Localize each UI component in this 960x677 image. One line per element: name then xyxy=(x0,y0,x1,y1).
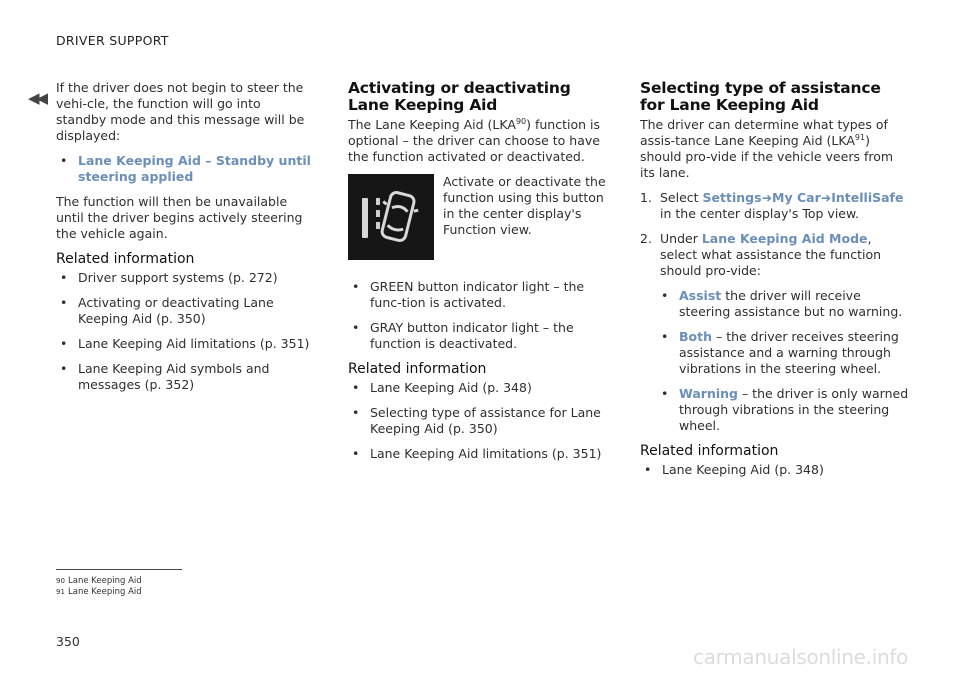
select-type-intro: The driver can determine what types of assis-tance Lane Keeping Aid (LKA$^{91}$) should pro-vide if the vehicle veers from its lane. xyxy=(640,117,894,180)
footnote-ref-90[interactable]: 90 xyxy=(515,116,527,126)
related-link[interactable]: • Lane Keeping Aid limitations (p. 351) xyxy=(56,336,312,352)
select-type-heading: Selecting type of assistance for Lane Keeping Aid xyxy=(640,79,881,114)
button-caption: Activate or deactivate the function using this button in the center display's Function view. xyxy=(443,174,606,237)
related-heading-2: Related information xyxy=(348,361,487,377)
option-both: • Both – the driver receives steering assistance and a warning through vibrations in the steering wheel. xyxy=(657,329,910,377)
arrow-right-icon: ➜ xyxy=(820,190,832,205)
column-3 xyxy=(640,80,910,487)
related-link[interactable]: • Activating or deactivating Lane Keeping Aid (p. 350) xyxy=(56,295,312,327)
footnote-90: 90 Lane Keeping Aid xyxy=(56,576,142,586)
related-link[interactable]: • Lane Keeping Aid limitations (p. 351) xyxy=(348,446,612,462)
indicator-green: • GREEN button indicator light – the func-tion is activated. xyxy=(348,279,612,311)
related-link[interactable]: • Lane Keeping Aid (p. 348) xyxy=(348,380,612,396)
standby-after: The function will then be unavailable until the driver begins actively steering the vehicle again. xyxy=(56,194,303,241)
footnote-91: 91 Lane Keeping Aid xyxy=(56,587,142,597)
arrow-right-icon: ➜ xyxy=(761,190,773,205)
related-link[interactable]: • Selecting type of assistance for Lane Keeping Aid (p. 350) xyxy=(348,405,612,437)
menu-intellisafe: IntelliSafe xyxy=(831,190,904,205)
menu-lane-keeping-aid-mode: Lane Keeping Aid Mode xyxy=(701,231,868,246)
related-link[interactable]: • Lane Keeping Aid (p. 348) xyxy=(640,462,910,478)
related-heading-1: Related information xyxy=(56,251,195,267)
activate-heading: Activating or deactivating Lane Keeping Aid xyxy=(348,79,571,114)
page-number: 350 xyxy=(56,634,80,649)
column-1 xyxy=(56,80,312,402)
related-link[interactable]: • Driver support systems (p. 272) xyxy=(56,270,312,286)
option-warning: • Warning – the driver is only warned through vibrations in the steering wheel. xyxy=(657,386,910,434)
step-1: 1. Select Settings➜My Car➜IntelliSafe in the center display's Top view. xyxy=(640,190,904,221)
activate-intro: The Lane Keeping Aid (LKA$^{90}$) function is optional – the driver can choose to have the function activated or deactivated. xyxy=(348,116,600,164)
footnote-ref-91[interactable]: 91 xyxy=(854,132,866,142)
watermark: carmanualsonline.info xyxy=(693,645,909,669)
related-link[interactable]: • Lane Keeping Aid symbols and messages (p. 352) xyxy=(56,361,312,393)
previous-page-icon[interactable]: ◀◀ xyxy=(28,89,46,107)
standby-message: Lane Keeping Aid – Standby until steering applied xyxy=(78,153,311,184)
button-figure xyxy=(348,174,612,260)
car-icon xyxy=(378,186,422,248)
footnote-divider xyxy=(56,569,182,570)
lane-keeping-aid-button-icon xyxy=(348,174,434,260)
indicator-gray: • GRAY button indicator light – the function is deactivated. xyxy=(348,320,612,352)
option-assist: • Assist the driver will receive steering assistance but no warning. xyxy=(657,288,910,320)
standby-message-item xyxy=(56,153,312,185)
related-heading-3: Related information xyxy=(640,443,779,459)
step-2: 2. Under Lane Keeping Aid Mode, select what assistance the function should pro-vide: xyxy=(640,231,882,278)
column-2 xyxy=(348,80,612,471)
menu-settings: Settings xyxy=(702,190,762,205)
standby-intro: If the driver does not begin to steer the vehi-cle, the function will go into standby mode and this message will be displayed: xyxy=(56,80,305,143)
section-header: DRIVER SUPPORT xyxy=(56,33,169,48)
menu-my-car: My Car xyxy=(772,190,821,205)
